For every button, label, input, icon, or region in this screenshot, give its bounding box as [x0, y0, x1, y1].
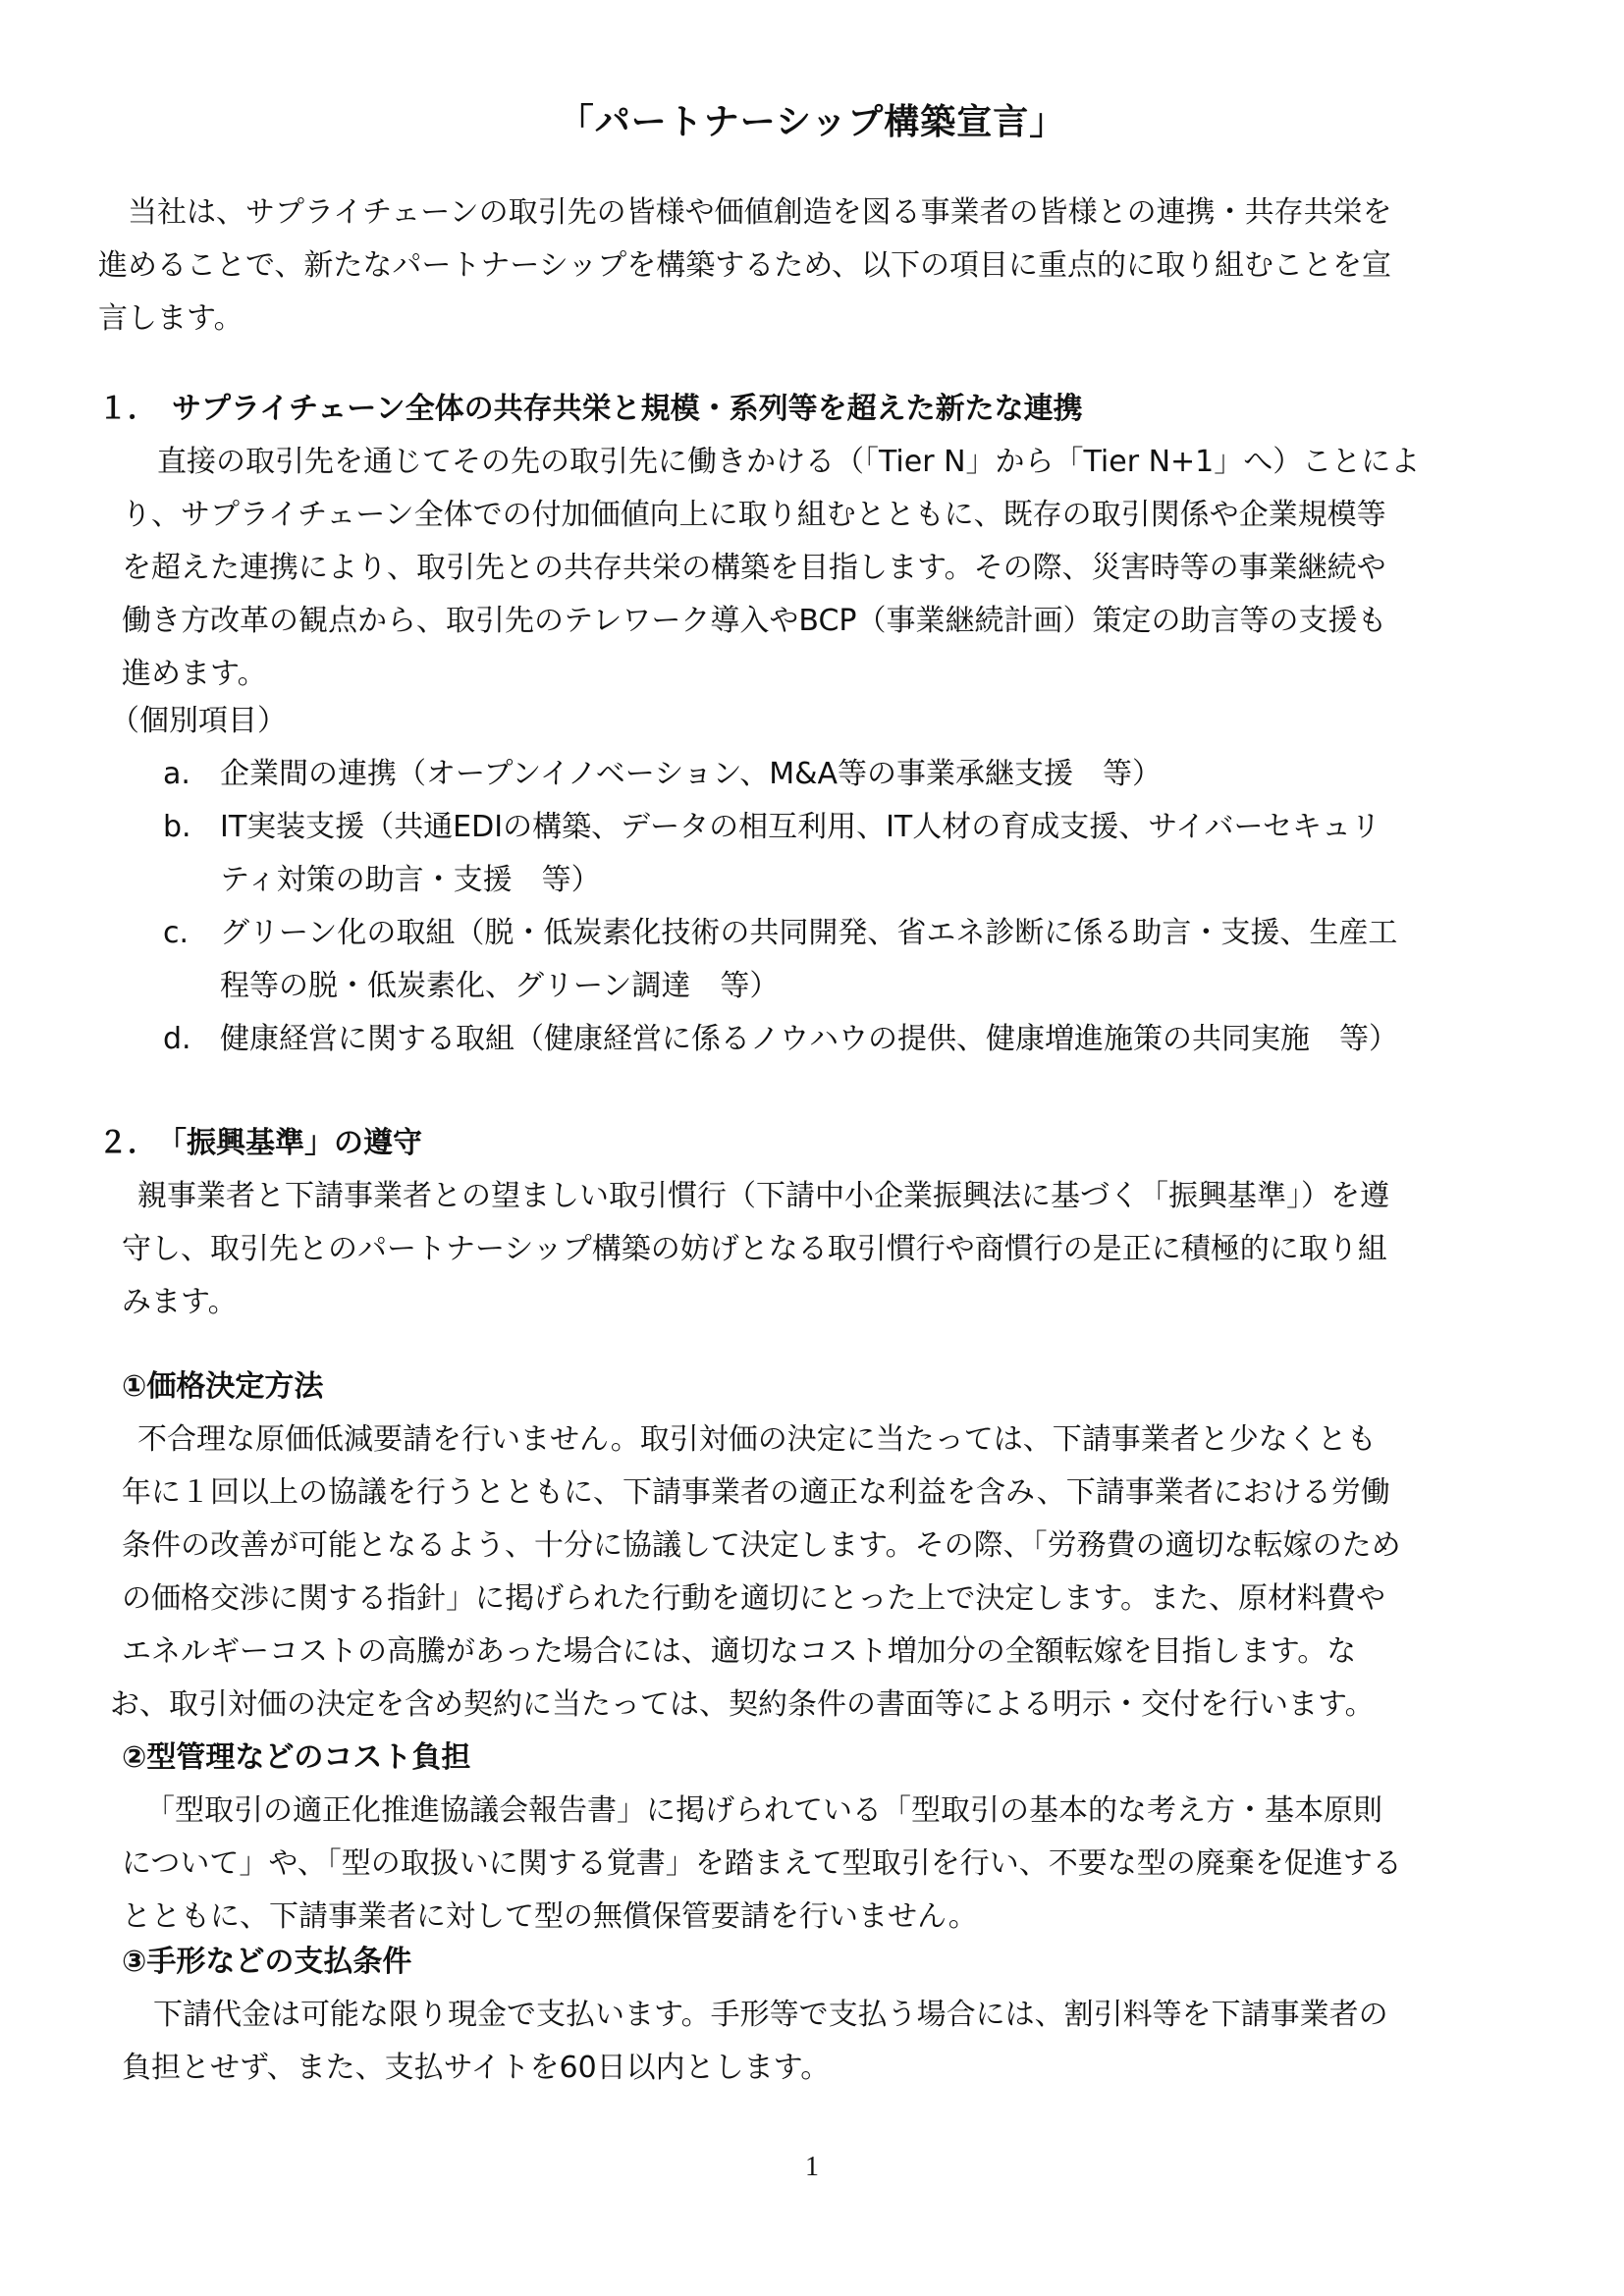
item-text: IT実装支援（共通EDIの構築、データの相互利用、IT人材の育成支援、サイバーセキュリ — [220, 810, 1380, 844]
item-text-continued: ティ対策の助言・支援 等） — [220, 863, 601, 897]
section-2 — [98, 1117, 1532, 1329]
item-text: 健康経営に関する取組（健康経営に係るノウハウの提供、健康増進施策の共同実施 等） — [220, 1022, 1398, 1056]
sub-2-body-line: とともに、下請事業者に対して型の無償保管要請を行いません。 — [122, 1899, 978, 1934]
document-title: 「パートナーシップ構築宣言」 — [558, 102, 1066, 142]
section-2-heading: ２． 「振興基準」の遵守 — [98, 1126, 422, 1160]
item-text-continued: 程等の脱・低炭素化、グリーン調達 等） — [220, 969, 780, 1003]
section-1-body-line: り、サプライチェーン全体での付加価値向上に取り組むとともに、既存の取引関係や企業規模等 — [122, 498, 1386, 532]
section-1-body-line: 進めます。 — [122, 657, 267, 691]
sub-heading-3: ③手形などの支払条件 — [122, 1945, 412, 1979]
item-marker: b. — [163, 810, 191, 844]
page-number: 1 — [805, 2152, 819, 2182]
intro-line: 当社は、サプライチェーンの取引先の皆様や価値創造を図る事業者の皆様との連携・共存共栄を — [128, 195, 1392, 230]
items-label: （個別項目） — [110, 704, 287, 738]
item-marker: c. — [163, 916, 189, 950]
sub-1-body-line: の価格交渉に関する指針」に掲げられた行動を適切にとった上で決定します。また、原材料費や — [122, 1581, 1385, 1616]
item-marker: a. — [163, 757, 190, 791]
section-1-body-line: を超えた連携により、取引先との共存共栄の構築を目指します。その際、災害時等の事業継続や — [122, 551, 1386, 585]
price-determination — [98, 1361, 1532, 1732]
list-item — [98, 801, 1532, 854]
sub-2-body-line: 「型取引の適正化推進協議会報告書」に掲げられている「型取引の基本的な考え方・基本原則 — [145, 1793, 1382, 1828]
intro-paragraph — [98, 187, 1532, 346]
sub-heading-2: ②型管理などのコスト負担 — [122, 1740, 471, 1775]
individual-items — [98, 695, 1532, 1066]
list-item — [98, 1013, 1532, 1066]
intro-line: 進めることで、新たなパートナーシップを構築するため、以下の項目に重点的に取り組むことを宣 — [98, 248, 1391, 283]
section-1 — [98, 383, 1532, 701]
sub-1-body-line: 不合理な原価低減要請を行いません。取引対価の決定に当たっては、下請事業者と少なくとも — [137, 1422, 1377, 1457]
sub-1-body-line: 年に１回以上の協議を行うとともに、下請事業者の適正な利益を含み、下請事業者における労働 — [122, 1475, 1390, 1510]
list-item — [98, 907, 1532, 960]
section-1-body-line: 直接の取引先を通じてその先の取引先に働きかける（「Tier N」から「Tier N+1」へ）ことによ — [157, 445, 1421, 479]
sub-3-body-line: 下請代金は可能な限り現金で支払います。手形等で支払う場合には、割引料等を下請事業者の — [153, 1998, 1388, 2032]
item-marker: d. — [163, 1022, 191, 1056]
mold-cost — [98, 1732, 1532, 1944]
payment-terms — [98, 1936, 1532, 2095]
section-2-body-line: 守し、取引先とのパートナーシップ構築の妨げとなる取引慣行や商慣行の是正に積極的に取り組 — [122, 1232, 1387, 1266]
item-text: 企業間の連携（オープンイノベーション、M&A等の事業承継支援 等） — [220, 757, 1162, 791]
list-item — [98, 748, 1532, 801]
section-2-body-line: みます。 — [122, 1285, 238, 1319]
sub-3-body-line: 負担とせず、また、支払サイトを60日以内とします。 — [122, 2051, 831, 2085]
section-1-heading: １． サプライチェーン全体の共存共栄と規模・系列等を超えた新たな連携 — [98, 392, 1083, 426]
item-text: グリーン化の取組（脱・低炭素化技術の共同開発、省エネ診断に係る助言・支援、生産工 — [220, 916, 1398, 950]
sub-2-body-line: について」や、「型の取扱いに関する覚書」を踏まえて型取引を行い、不要な型の廃棄を促進する — [122, 1846, 1402, 1881]
sub-1-body-line: お、取引対価の決定を含め契約に当たっては、契約条件の書面等による明示・交付を行います。 — [110, 1687, 1375, 1722]
section-2-body-line: 親事業者と下請事業者との望ましい取引慣行（下請中小企業振興法に基づく「振興基準」）を遵 — [137, 1179, 1389, 1213]
section-1-body-line: 働き方改革の観点から、取引先のテレワーク導入やBCP（事業継続計画）策定の助言等の支援も — [122, 604, 1387, 638]
intro-line: 言します。 — [98, 301, 244, 336]
sub-heading-1: ①価格決定方法 — [122, 1369, 324, 1404]
sub-1-body-line: エネルギーコストの高騰があった場合には、適切なコスト増加分の全額転嫁を目指します。な — [122, 1634, 1357, 1669]
sub-1-body-line: 条件の改善が可能となるよう、十分に協議して決定します。その際、「労務費の適切な転嫁のため — [122, 1528, 1401, 1563]
